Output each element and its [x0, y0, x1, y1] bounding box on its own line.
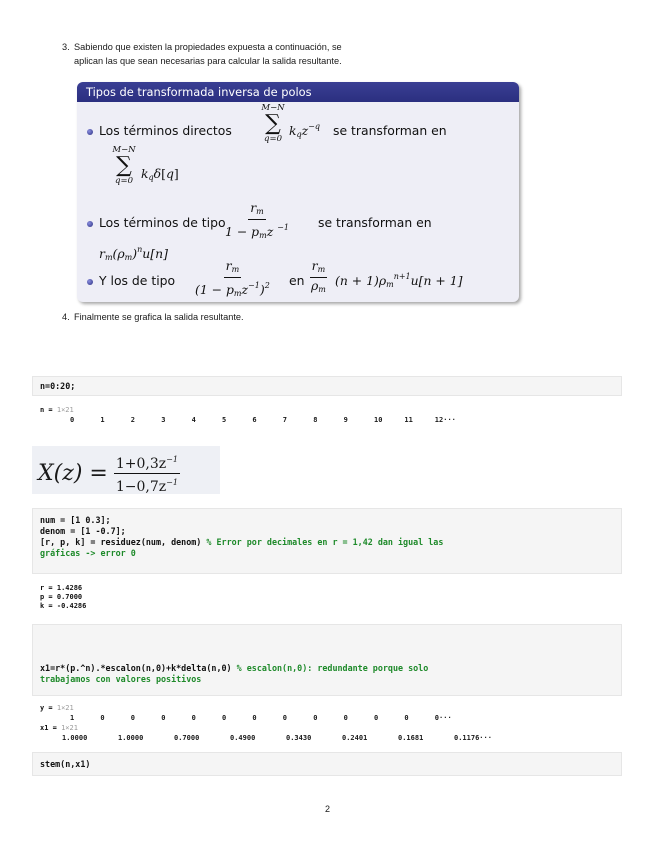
item-4-paragraph [62, 311, 244, 324]
code-1-line[interactable]: n=0:20; [40, 381, 76, 391]
bullet-1-text-b: se transforman en [333, 123, 447, 138]
bullet-3-text-b: en [289, 273, 305, 288]
bullet-2-result: $r_m(\rho_m)^nu[n]$ [99, 245, 168, 262]
sum-2-formula [109, 146, 139, 186]
output-3-y-value: 0 [222, 714, 227, 722]
sum-1-lower-limit: q=0 [264, 134, 282, 144]
equation-lhs: X(z) = [38, 461, 108, 486]
output-3-y-value: 0 [252, 714, 257, 722]
code-2-line-4-comment[interactable]: gráficas -> error 0 [40, 548, 136, 558]
output-1-value: 2 [130, 416, 136, 424]
output-1-header [40, 406, 74, 414]
item-4-number: 4. [62, 312, 70, 322]
code-cell-4[interactable] [32, 752, 622, 776]
output-3-y-values-row [0, 714, 655, 724]
output-3-y-value: 0 [100, 714, 105, 722]
output-3-x1-value: 0.1176··· [454, 734, 492, 742]
fraction-rm-over-squared [193, 259, 272, 300]
code-2-line-3-code[interactable]: [r, p, k] = residuez(num, denom) [40, 537, 207, 547]
output-2-k: k = -0.4286 [40, 602, 87, 610]
transform-properties-block [77, 82, 519, 302]
equation-denominator-text: 1−0,7z [115, 479, 167, 495]
frac-2-denominator: $1 - p_mz$ $^{-1}$ [225, 223, 289, 240]
output-3-y-header [40, 704, 74, 712]
output-1-value: 3 [161, 416, 166, 424]
output-1-value: 1 [100, 416, 105, 424]
frac-2-numerator: $r_m$ [248, 201, 266, 220]
output-3-y-label: y = [40, 704, 57, 712]
output-3-x1-value: 0.2401 [342, 734, 368, 742]
bullet-3-text-a: Y los de tipo [99, 273, 176, 288]
code-2-line-3-comment[interactable]: % Error por decimales en r = 1,42 dan igual las [206, 537, 444, 547]
code-cell-2[interactable] [32, 508, 622, 574]
output-1-value: 5 [222, 416, 227, 424]
output-1-value: 4 [191, 416, 196, 424]
output-3-x1-value: 0.4900 [230, 734, 256, 742]
transfer-function-equation [38, 452, 180, 495]
fraction-rm-over-1-minus-pz [223, 201, 291, 242]
output-1-value: 10 [374, 416, 383, 424]
item-3-line-1: Sabiendo que existen la propiedades expuesta a continuación, se [74, 42, 342, 52]
code-2-line-2[interactable]: denom = [1 -0.7]; [40, 526, 126, 536]
equation-fraction [114, 452, 180, 495]
output-3-x1-value: 0.1681 [398, 734, 424, 742]
output-1-values-row [0, 416, 655, 426]
output-1-value: 9 [343, 416, 348, 424]
output-1-value: 11 [404, 416, 413, 424]
frac-3-denominator: $(1 - p_mz^{-1})^2$ [195, 281, 270, 298]
output-2-r: r = 1.4286 [40, 584, 83, 592]
output-3-y-value: 0 [191, 714, 196, 722]
bullet-2-text-a: Los términos de tipo [99, 215, 226, 230]
equation-numerator [114, 452, 180, 474]
output-3-x1-value: 0.7000 [174, 734, 200, 742]
output-3-y-dims: 1×21 [56, 704, 74, 712]
output-3-y-value: 0 [130, 714, 136, 722]
sum-1-symbol: ∑ [265, 111, 281, 136]
equation-box [32, 446, 220, 494]
output-1-value: 12··· [434, 416, 456, 424]
bullet-3-result: $(n + 1)\rho_m^{n+1}u[n + 1]$ [335, 272, 463, 289]
output-3-y-value: 0 [161, 714, 166, 722]
sum-1-term: $k_qz^{-q}$ [289, 122, 320, 139]
bullet-1-icon [87, 129, 93, 135]
frac-4-denominator: $\rho_m$ [311, 278, 326, 294]
code-3-line-2-comment[interactable]: trabajamos con valores positivos [40, 674, 202, 684]
sum-1-upper-limit: M−N [261, 103, 285, 113]
output-3-y-value: 0 [404, 714, 409, 722]
code-3-line-1-code[interactable]: x1=r*(p.^n).*escalon(n,0)+k*delta(n,0) [40, 663, 237, 673]
code-3-line-1[interactable] [40, 663, 428, 674]
output-1-value: 7 [282, 416, 288, 424]
frac-3-numerator: $r_m$ [224, 259, 242, 278]
item-3-number: 3. [62, 42, 70, 52]
output-1-dims: 1×21 [56, 406, 74, 414]
output-3-x1-dims: 1×21 [61, 724, 78, 732]
sum-2-symbol: ∑ [116, 153, 132, 178]
bullet-1-text-a: Los términos directos [99, 123, 232, 138]
code-4-line[interactable]: stem(n,x1) [40, 759, 91, 769]
output-2-p: p = 0.7000 [40, 593, 83, 601]
equation-denominator-exp: −1 [166, 478, 178, 487]
sum-2-lower-limit: q=0 [115, 176, 133, 186]
frac-4-numerator: $r_m$ [310, 259, 328, 278]
output-3-x1-value: 1.0000 [62, 734, 88, 742]
output-3-x1-header [40, 724, 78, 732]
equation-denominator [114, 474, 180, 495]
output-1-value: 8 [313, 416, 318, 424]
output-1-value: 0 [70, 416, 75, 424]
equation-numerator-exp: −1 [166, 455, 178, 464]
bullet-3-icon [87, 279, 93, 285]
bullet-2-text-b: se transforman en [318, 215, 432, 230]
code-cell-1[interactable] [32, 376, 622, 396]
output-3-x1-value: 0.3430 [286, 734, 312, 742]
fraction-rm-over-rho [309, 259, 328, 296]
bullet-2-icon [87, 221, 93, 227]
page-number: 2 [324, 804, 330, 814]
output-3-y-value: 0 [374, 714, 379, 722]
output-3-x1-label: x1 = [40, 724, 62, 732]
code-cell-3[interactable] [32, 624, 622, 696]
sum-2-term: $k_q\delta[q]$ [141, 166, 179, 182]
sum-1-formula [258, 104, 288, 144]
code-2-line-3[interactable] [40, 537, 443, 548]
output-3-x1-value: 1.0000 [118, 734, 144, 742]
equation-numerator-text: 1+0,3z [115, 456, 167, 472]
block-title: Tipos de transformada inversa de polos [77, 82, 519, 102]
code-3-line-1-comment[interactable]: % escalon(n,0): redundante porque solo [236, 663, 429, 673]
output-3-x1-values-row [0, 734, 655, 744]
output-3-y-value: 0 [282, 714, 288, 722]
item-3-line-2: aplican las que sean necesarias para calcular la salida resultante. [74, 56, 342, 66]
output-3-y-value: 0 [313, 714, 318, 722]
item-4-text: Finalmente se grafica la salida resultante. [74, 312, 244, 322]
block-body [77, 102, 519, 302]
output-3-y-value: 0 [343, 714, 348, 722]
code-2-line-1[interactable]: num = [1 0.3]; [40, 515, 111, 525]
item-3-paragraph [62, 41, 342, 54]
output-1-value: 6 [252, 416, 257, 424]
output-3-y-value: 1 [70, 714, 75, 722]
output-3-y-value: 0··· [434, 714, 452, 722]
output-1-label: n = [40, 406, 57, 414]
sum-2-upper-limit: M−N [112, 145, 136, 155]
